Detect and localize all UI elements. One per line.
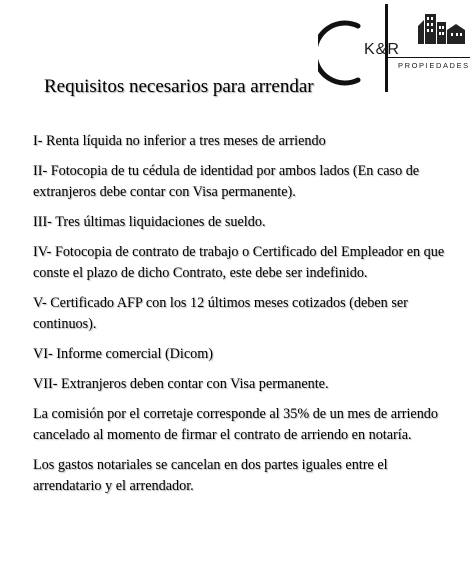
logo-brand: K&R [364, 41, 400, 58]
requirement-item: IV- Fotocopia de contrato de trabajo o Certificado del Empleador en que conste el plazo de dicho Contrato, este debe ser indefinido. [33, 244, 445, 281]
requirement-item: III- Tres últimas liquidaciones de sueldo. [33, 214, 266, 230]
commission-note: La comisión por el corretaje corresponde al 35% de un mes de arriendo cancelado al momento de firmar el contrato de arriendo en notaría. [33, 406, 438, 443]
requirement-item: VII- Extranjeros deben contar con Visa permanente. [33, 376, 329, 392]
document-body [33, 131, 453, 506]
requirement-item: V- Certificado AFP con los 12 últimos meses cotizados (deben ser continuos). [33, 295, 408, 332]
requirement-item: II- Fotocopia de tu cédula de identidad por ambos lados (En caso de extranjeros debe contar con Visa permanente). [33, 163, 420, 200]
company-logo [318, 4, 470, 96]
notary-fees-note: Los gastos notariales se cancelan en dos partes iguales entre el arrendatario y el arrendador. [33, 457, 388, 494]
document-title: Requisitos necesarios para arrendar [44, 76, 314, 97]
logo-subtitle: PROPIEDADES [398, 61, 470, 70]
requirement-item: I- Renta líquida no inferior a tres meses de arriendo [33, 133, 326, 149]
requirement-item: VI- Informe comercial (Dicom) [33, 346, 214, 362]
city-buildings-icon [418, 14, 465, 44]
